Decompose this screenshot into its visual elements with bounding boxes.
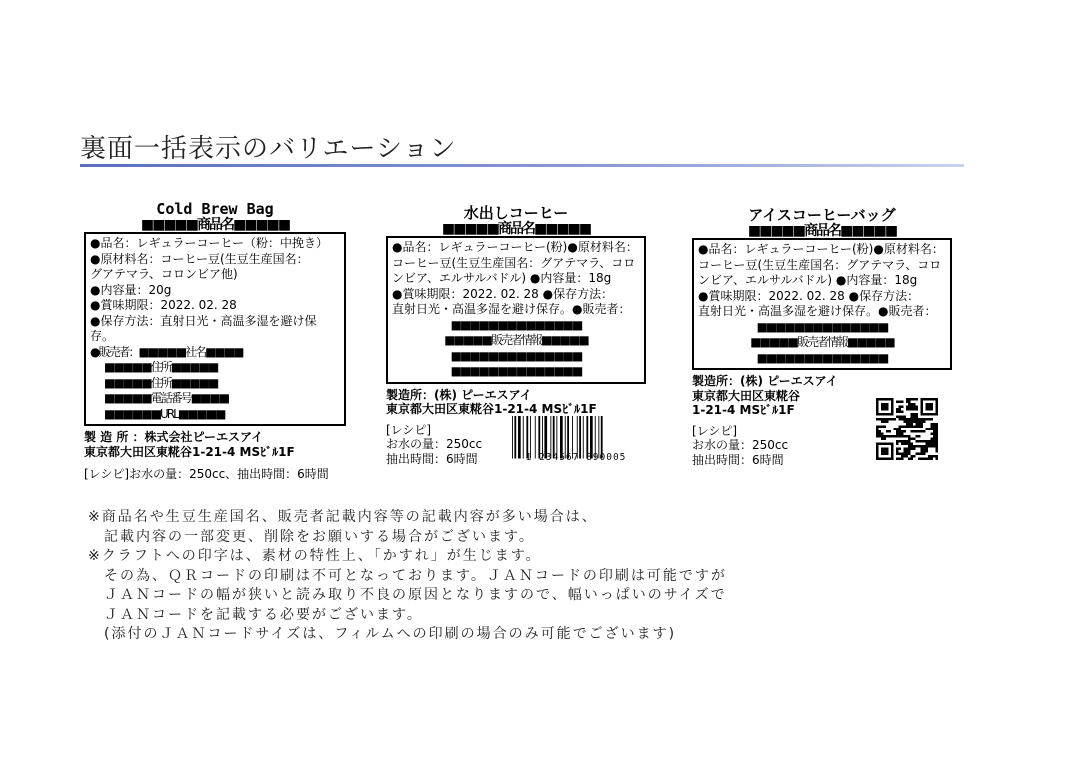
info-line: ●品名：レギュラーコーヒー(粉)●原材料名： bbox=[392, 240, 638, 254]
info-line: ●品名：レギュラーコーヒー(粉)●原材料名： bbox=[698, 242, 944, 256]
note-line: ＪＡＮコードの幅が狭いと読み取り不良の原因となりますので、幅いっぱいのサイズで bbox=[88, 587, 727, 603]
info-line: ンビア、エルサルバドル) ●内容量：18g bbox=[392, 271, 612, 285]
note-line: 記載内容の一部変更、削除をお願いする場合がございます。 bbox=[88, 528, 535, 545]
recipe-line: [レシピ] bbox=[386, 422, 432, 437]
note-line: その為、ＱＲコードの印刷は不可となっております。ＪＡＮコードの印刷は可能ですが bbox=[88, 567, 727, 584]
info-line: ■■■■■電話番号■■■■ bbox=[104, 391, 229, 405]
notes-section bbox=[88, 508, 727, 645]
label-title: 水出しコーヒー bbox=[463, 204, 569, 222]
maker-line: 製造所：(株) ピーエスアイ bbox=[692, 374, 838, 388]
info-line: ■■■■■住所■■■■■ bbox=[104, 360, 218, 374]
maker-line: 東京都大田区東糀谷1-21-4 MSﾋﾞﾙ1F bbox=[84, 444, 295, 459]
info-line: ●保存方法：直射日光・高温多湿を避け保存。 bbox=[90, 313, 317, 343]
info-line: ンビア、エルサルバドル) ●内容量：18g bbox=[698, 273, 918, 287]
info-line: ●原材料名：コーヒー豆(生豆生産国名： bbox=[90, 251, 309, 266]
info-line: ●賞味期限：2022. 02. 28 bbox=[90, 298, 237, 312]
note-line: (添付のＪＡＮコードサイズは、フィルムへの印刷の場合のみ可能でございます) bbox=[88, 626, 677, 642]
info-line: ■■■■■■■■■■■■■■ bbox=[450, 348, 582, 363]
qr-code-icon bbox=[876, 398, 938, 460]
maker-line: 製 造 所 ：株式会社ピーエスアイ bbox=[84, 430, 263, 444]
title-underline bbox=[80, 164, 964, 167]
info-line: ■■■■■■URL■■■■■ bbox=[104, 406, 225, 421]
product-name-row: ■■■■■商品名■■■■■ bbox=[140, 217, 290, 233]
label-info-box bbox=[386, 236, 646, 384]
info-line: ●販売者：■■■■■社名■■■■ bbox=[90, 344, 243, 359]
note-line: ※クラフトへの印字は、素材の特性上、「かすれ」が生じます。 bbox=[88, 548, 542, 564]
info-line: ■■■■■販売者情報■■■■■ bbox=[444, 333, 588, 347]
label-title: アイスコーヒーバッグ bbox=[748, 206, 896, 224]
label-cold-brew-bag bbox=[84, 202, 346, 482]
label-info-box bbox=[692, 238, 952, 370]
recipe-line: 抽出時間：6時間 bbox=[386, 451, 478, 466]
product-name-row: ■■■■■商品名■■■■■ bbox=[747, 223, 897, 239]
maker-line: 東京都大田区東糀谷1-21-4 MSﾋﾞﾙ1F bbox=[386, 402, 597, 416]
info-line: ■■■■■販売者情報■■■■■ bbox=[750, 335, 894, 349]
label-title: Cold Brew Bag bbox=[156, 200, 274, 218]
recipe-line: お水の量：250cc bbox=[386, 437, 483, 451]
info-line: ●賞味期限：2022. 02. 28 ●保存方法： bbox=[392, 286, 614, 301]
page-title: 裏面一括表示のバリエーション bbox=[80, 134, 457, 164]
info-line: ●内容量：20g bbox=[90, 282, 172, 297]
info-line: ●品名：レギュラーコーヒー（粉：中挽き） bbox=[90, 236, 328, 250]
info-line: 直射日光・高温多湿を避け保存。●販売者： bbox=[392, 302, 631, 316]
info-line: コーヒー豆(生豆生産国名：グアテマラ、コロ bbox=[392, 255, 636, 270]
info-line: コーヒー豆(生豆生産国名：グアテマラ、コロ bbox=[698, 257, 942, 272]
product-name-row: ■■■■■商品名■■■■■ bbox=[441, 221, 591, 237]
note-line: ＪＡＮコードを記載する必要がございます。 bbox=[88, 606, 423, 623]
maker-line: 製造所：(株) ピーエスアイ bbox=[386, 387, 532, 402]
recipe-line: 抽出時間：6時間 bbox=[692, 452, 784, 467]
label-info-box bbox=[84, 232, 346, 426]
info-line: ■■■■■■■■■■■■■■ bbox=[756, 319, 888, 334]
maker-line: 東京都大田区東糀谷 bbox=[692, 388, 801, 403]
info-line: ■■■■■■■■■■■■■■ bbox=[450, 364, 582, 378]
info-line: グアテマラ、コロンビア他) bbox=[90, 267, 238, 281]
info-line: ●賞味期限：2022. 02. 28 ●保存方法： bbox=[698, 288, 920, 303]
recipe-line: お水の量：250cc bbox=[692, 438, 789, 452]
recipe-line: [レシピ] bbox=[692, 423, 738, 438]
info-line: ■■■■■■■■■■■■■■ bbox=[450, 317, 582, 332]
recipe-line: [レシピ]お水の量：250cc、抽出時間：6時間 bbox=[84, 467, 329, 481]
maker-line: 1-21-4 MSﾋﾞﾙ1F bbox=[692, 403, 795, 417]
info-line: ■■■■■住所■■■■■ bbox=[104, 375, 218, 390]
note-line: ※商品名や生豆生産国名、販売者記載内容等の記載内容が多い場合は、 bbox=[88, 509, 598, 525]
info-line: 直射日光・高温多湿を避け保存。●販売者： bbox=[698, 304, 937, 318]
barcode-number: 1 234567 890005 bbox=[525, 452, 627, 463]
info-line: ■■■■■■■■■■■■■■ bbox=[756, 350, 888, 365]
